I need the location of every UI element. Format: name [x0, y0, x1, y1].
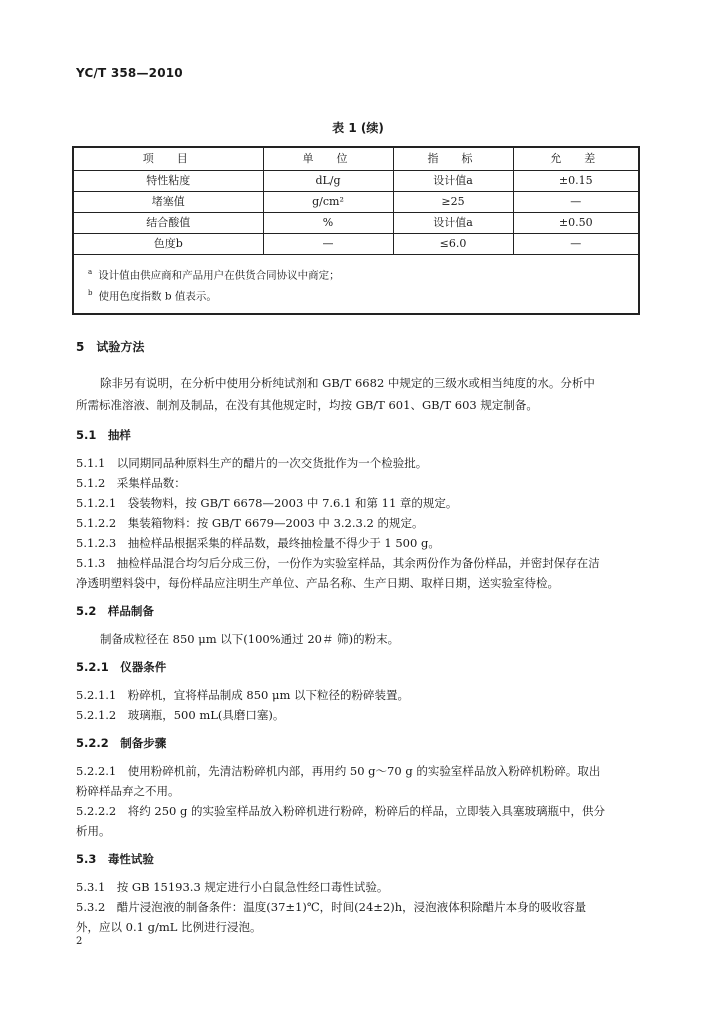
- paragraph-line: 所需标准溶液、制剂及制品，在没有其他规定时，均按 GB/T 601、GB/T 603 规定制备。: [76, 398, 538, 412]
- spec-table: [72, 146, 640, 315]
- section-heading: 5.3 毒性试验: [76, 852, 154, 866]
- clause-text: 5.1.1 以同期同品种原料生产的醋片的一次交货批作为一个检验批。: [76, 456, 428, 470]
- table-cell: —: [513, 192, 639, 213]
- table-cell: 色度b: [73, 234, 263, 255]
- footnote-a: [88, 263, 624, 285]
- table-notes-row: [73, 255, 639, 315]
- table-header-row: [73, 147, 639, 171]
- table-cell: 特性粘度: [73, 171, 263, 192]
- table-cell: 堵塞值: [73, 192, 263, 213]
- table-cell: ±0.50: [513, 213, 639, 234]
- table-cell: %: [263, 213, 393, 234]
- col-header-tolerance: 允 差: [513, 147, 639, 171]
- table-notes: [73, 255, 639, 315]
- clause-text: 5.3.2 醋片浸泡液的制备条件：温度(37±1)℃，时间(24±2)h，浸泡液体积除醋片本身的吸收容量: [76, 900, 587, 914]
- clause-text: 净透明塑料袋中，每份样品应注明生产单位、产品名称、生产日期、取样日期，送实验室待检。: [76, 576, 559, 590]
- clause-text: 5.1.2 采集样品数：: [76, 476, 186, 490]
- table-cell: —: [513, 234, 639, 255]
- section-heading: 5.2.2 制备步骤: [76, 736, 167, 750]
- table-cell: —: [263, 234, 393, 255]
- table-cell: 结合酸值: [73, 213, 263, 234]
- clause-text: 粉碎样品弃之不用。: [76, 784, 180, 798]
- col-header-unit: 单 位: [263, 147, 393, 171]
- clause-text: 5.2.2.2 将约 250 g 的实验室样品放入粉碎机进行粉碎，粉碎后的样品，立即装入具塞玻璃瓶中，供分: [76, 804, 606, 818]
- clause-text: 5.2.2.1 使用粉碎机前，先清洁粉碎机内部，再用约 50 g～70 g 的实验室样品放入粉碎机粉碎。取出: [76, 764, 601, 778]
- section-heading: 5.1 抽样: [76, 428, 131, 442]
- paragraph-line: 除非另有说明，在分析中使用分析纯试剂和 GB/T 6682 中规定的三级水或相当纯度的水。分析中: [100, 376, 595, 390]
- col-header-item: 项 目: [73, 147, 263, 171]
- clause-text: 5.1.3 抽检样品混合均匀后分成三份，一份作为实验室样品，其余两份作为备份样品，并密封保存在洁: [76, 556, 600, 570]
- table-cell: ≥25: [393, 192, 513, 213]
- clause-text: 5.1.2.1 袋装物料，按 GB/T 6678—2003 中 7.6.1 和第 11 章的规定。: [76, 496, 458, 510]
- page-number: 2: [76, 936, 83, 947]
- table-cell: 设计值a: [393, 213, 513, 234]
- clause-text: 5.1.2.3 抽检样品根据采集的样品数，最终抽检量不得少于 1 500 g。: [76, 536, 440, 550]
- table-cell: dL/g: [263, 171, 393, 192]
- col-header-index: 指 标: [393, 147, 513, 171]
- clause-text: 5.2.1.2 玻璃瓶，500 mL(具磨口塞)。: [76, 708, 285, 722]
- table-row: [73, 234, 639, 255]
- table-cell: g/cm²: [263, 192, 393, 213]
- clause-text: 5.2.1.1 粉碎机，宜将样品制成 850 μm 以下粒径的粉碎装置。: [76, 688, 410, 702]
- table-row: [73, 171, 639, 192]
- footnote-text: 使用色度指数 b 值表示。: [98, 290, 217, 303]
- footnote-text: 设计值由供应商和产品用户在供货合同协议中商定；: [98, 269, 340, 281]
- document-code: YC/T 358—2010: [76, 66, 183, 80]
- table-cell: ≤6.0: [393, 234, 513, 255]
- section-heading: 5 试验方法: [76, 340, 145, 354]
- table-row: [73, 213, 639, 234]
- table-cell: 设计值a: [393, 171, 513, 192]
- table-row: [73, 192, 639, 213]
- table-caption: 表 1 (续): [332, 121, 384, 135]
- clause-text: 5.1.2.2 集装箱物料：按 GB/T 6679—2003 中 3.2.3.2 的规定。: [76, 516, 424, 530]
- table-cell: ±0.15: [513, 171, 639, 192]
- footnote-mark: a: [88, 267, 93, 276]
- section-heading: 5.2 样品制备: [76, 604, 154, 618]
- footnote-mark: b: [88, 289, 93, 297]
- clause-text: 5.3.1 按 GB 15193.3 规定进行小白鼠急性经口毒性试验。: [76, 880, 389, 894]
- clause-text: 析用。: [76, 824, 111, 838]
- section-heading: 5.2.1 仪器条件: [76, 660, 167, 674]
- clause-text: 外，应以 0.1 g/mL 比例进行浸泡。: [76, 920, 262, 934]
- paragraph-line: 制备成粒径在 850 μm 以下(100%通过 20＃ 筛)的粉末。: [100, 632, 400, 646]
- footnote-b: [88, 284, 624, 306]
